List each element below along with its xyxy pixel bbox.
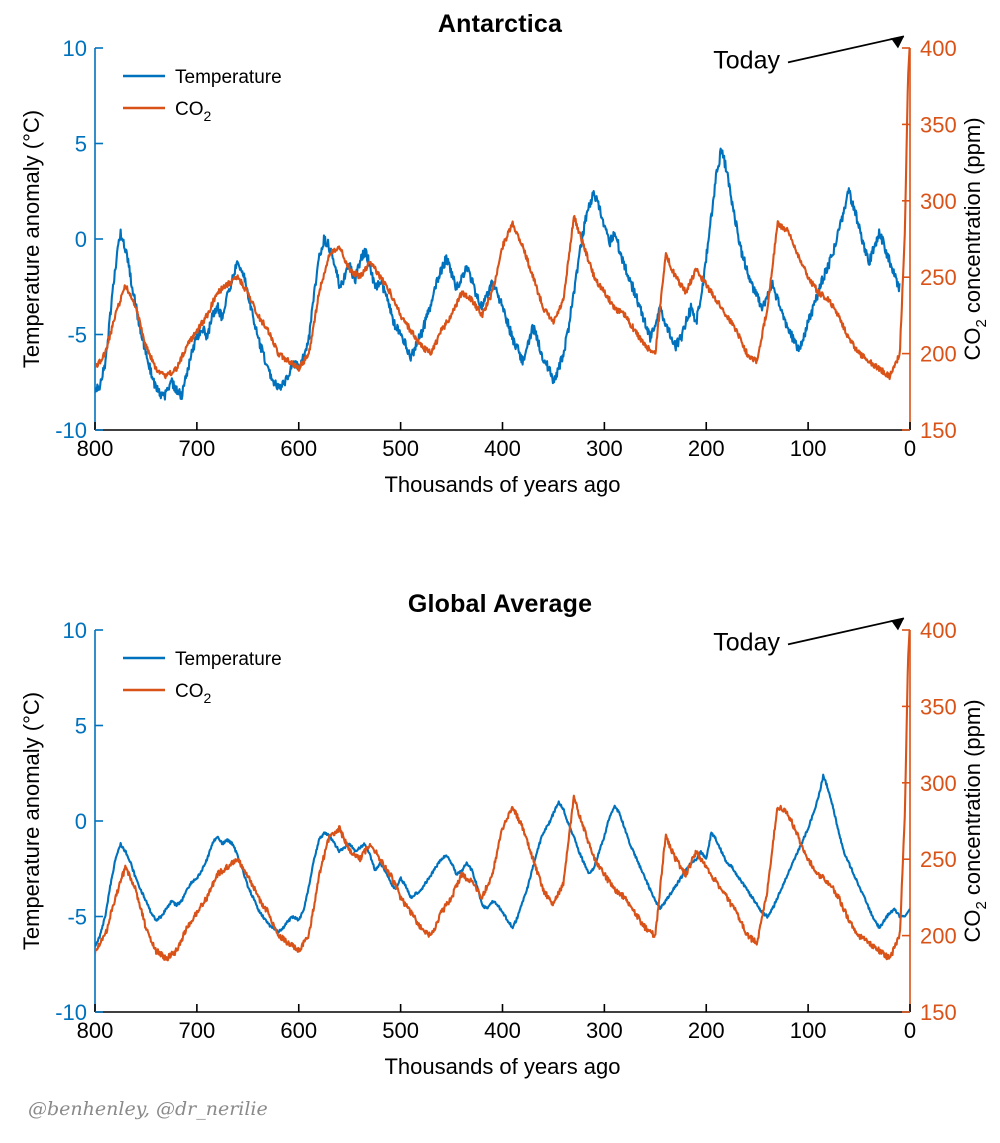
svg-text:-10: -10 [55, 418, 87, 443]
svg-text:300: 300 [920, 188, 957, 214]
svg-text:150: 150 [920, 1000, 957, 1025]
svg-text:-5: -5 [67, 904, 87, 930]
svg-text:500: 500 [382, 1018, 419, 1043]
svg-text:600: 600 [280, 436, 318, 461]
svg-text:5: 5 [74, 131, 87, 157]
svg-text:350: 350 [920, 112, 957, 138]
svg-text:Temperature anomaly (°C): Temperature anomaly (°C) [19, 691, 44, 951]
plot-area-global [0, 560, 1000, 1080]
svg-text:400: 400 [484, 436, 521, 461]
chart-svg-global [0, 560, 1000, 1080]
svg-text:700: 700 [178, 1018, 216, 1043]
svg-text:CO2 concentration (ppm): $CO_2$ concentration (ppm) [960, 117, 990, 361]
svg-text:Temperature anomaly (°C): Temperature anomaly (°C) [19, 109, 44, 369]
svg-text:10: 10 [62, 36, 87, 61]
svg-text:Thousands of years ago: Thousands of years ago [384, 1054, 621, 1079]
svg-text:0: 0 [74, 227, 87, 252]
svg-text:400: 400 [920, 618, 957, 643]
svg-text:800: 800 [76, 436, 114, 461]
svg-text:250: 250 [920, 265, 957, 291]
svg-text:700: 700 [178, 436, 216, 461]
svg-text:0: 0 [74, 809, 87, 834]
svg-text:200: 200 [920, 341, 957, 367]
svg-text:0: 0 [903, 1018, 917, 1043]
svg-text:0: 0 [903, 436, 917, 461]
svg-text:5: 5 [74, 713, 87, 739]
chart-svg-antarctica [0, 0, 1000, 545]
svg-text:800: 800 [76, 1018, 114, 1043]
svg-text:100: 100 [789, 436, 827, 461]
svg-text:500: 500 [382, 436, 419, 461]
svg-text:10: 10 [62, 618, 87, 643]
svg-text:Today: Today [713, 46, 780, 75]
svg-text:CO2 concentration (ppm): $CO_2$ concentration (ppm) [960, 699, 990, 943]
svg-text:-10: -10 [55, 1000, 87, 1025]
chart-panel-antarctica [0, 0, 1000, 545]
svg-text:200: 200 [687, 436, 725, 461]
svg-text:600: 600 [280, 1018, 318, 1043]
svg-text:100: 100 [789, 1018, 827, 1043]
svg-text:350: 350 [920, 694, 957, 720]
svg-text:CO2: $CO_2$ [175, 99, 212, 124]
svg-text:300: 300 [586, 436, 623, 461]
svg-text:400: 400 [920, 36, 957, 61]
svg-text:400: 400 [484, 1018, 521, 1043]
svg-text:CO2: $CO_2$ [175, 681, 212, 706]
svg-text:Temperature: Temperature [175, 67, 282, 88]
svg-text:200: 200 [687, 1018, 725, 1043]
svg-text:150: 150 [920, 418, 957, 443]
chart-panel-global [0, 560, 1000, 1080]
svg-text:300: 300 [920, 770, 957, 796]
svg-text:-5: -5 [67, 322, 87, 348]
svg-text:200: 200 [920, 923, 957, 949]
svg-text:250: 250 [920, 847, 957, 873]
plot-area-antarctica [0, 0, 1000, 545]
svg-text:300: 300 [586, 1018, 623, 1043]
credit-text: @benhenley, @dr_nerilie [28, 1098, 268, 1120]
svg-text:Today: Today [713, 628, 780, 657]
svg-text:Thousands of years ago: Thousands of years ago [384, 472, 621, 497]
svg-text:Temperature: Temperature [175, 649, 282, 670]
page-title-global: Global Average [407, 590, 593, 618]
page-title-antarctica: Antarctica [437, 10, 563, 38]
